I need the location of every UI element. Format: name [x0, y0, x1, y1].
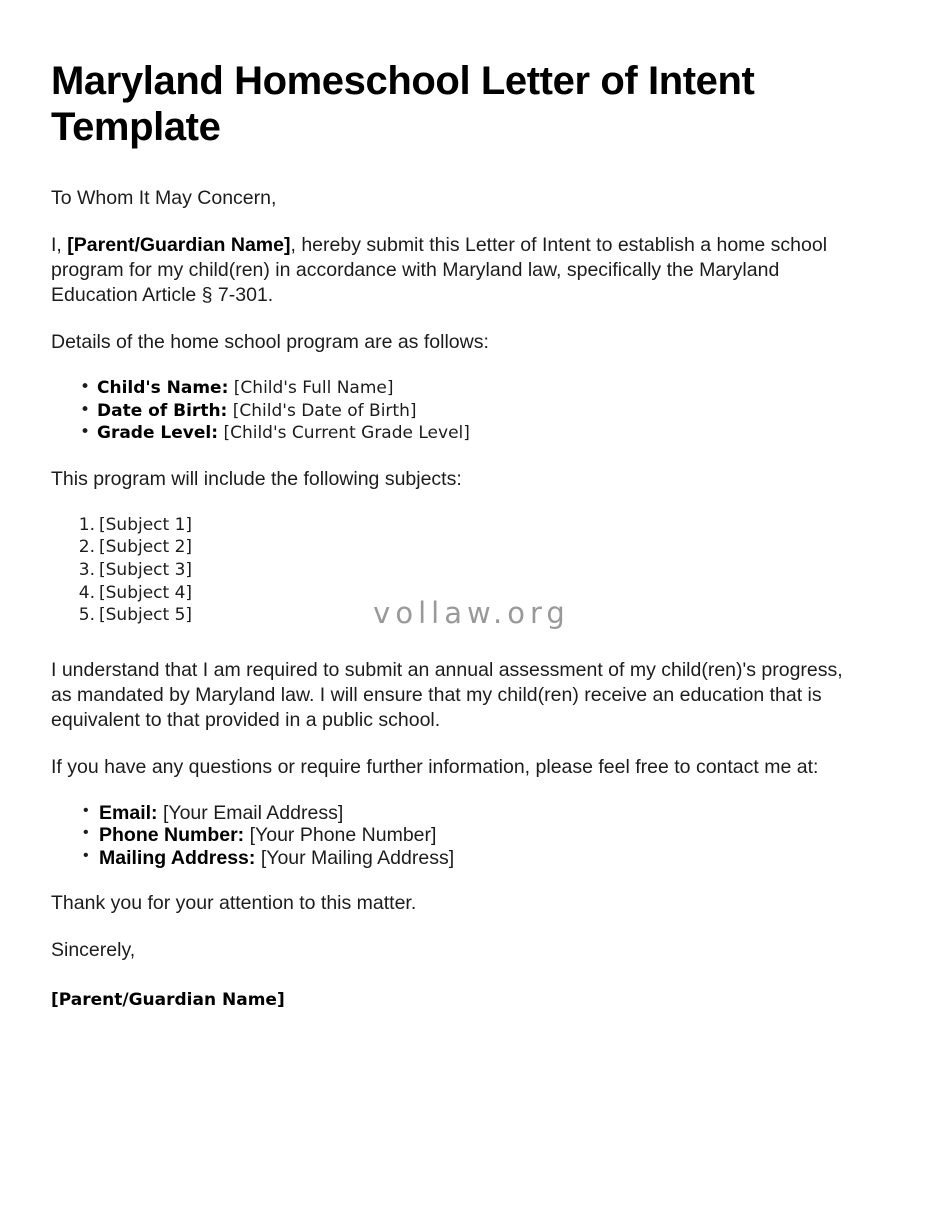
salutation: To Whom It May Concern,: [51, 187, 277, 209]
child-name-label: Child's Name:: [97, 378, 229, 398]
thanks-paragraph: Thank you for your attention to this matter.: [51, 892, 417, 915]
grade-level-label: Grade Level:: [97, 423, 219, 444]
phone-number-label: Phone Number:: [99, 824, 245, 847]
list-item: [Subject 3]: [99, 559, 193, 580]
list-item: [99, 847, 896, 870]
list-item: [97, 422, 896, 445]
intro-rest: , hereby submit this Letter of Intent to establish a home school program for my child(ren) in accordance with Maryland law, specifically the Maryland Education Article § 7-301.: [51, 234, 828, 306]
list-item: [Subject 1]: [99, 514, 193, 535]
intro-paragraph: [51, 233, 851, 308]
details-intro: Details of the home school program are as follows:: [51, 331, 489, 353]
mailing-address-value: [Your Mailing Address]: [260, 846, 455, 869]
list-item: [97, 400, 896, 423]
child-name-value: [Child's Full Name]: [233, 378, 394, 398]
date-of-birth-label: Date of Birth:: [97, 400, 228, 421]
signature-name: [Parent/Guardian Name]: [51, 990, 285, 1011]
site-watermark: vollaw.org: [373, 596, 570, 630]
list-item: [97, 377, 896, 400]
subjects-list: [51, 514, 896, 627]
intro-lead: I,: [51, 234, 68, 256]
email-label: Email:: [99, 801, 158, 824]
list-item: [Subject 2]: [99, 537, 193, 558]
assessment-paragraph: I understand that I am required to submit an annual assessment of my child(ren)'s progress, as mandated by Maryland law. I will ensure that my child(ren) receive an education that is equivalent to that provided in a public school.: [51, 658, 843, 731]
parent-guardian-name-placeholder: [Parent/Guardian Name]: [67, 234, 291, 256]
email-value: [Your Email Address]: [162, 801, 344, 824]
contact-intro: If you have any questions or require further information, please feel free to contact me at:: [51, 755, 819, 778]
contact-details-list: [51, 802, 896, 870]
document-content: [51, 58, 896, 1011]
list-item: [Subject 5]: [99, 605, 193, 626]
phone-number-value: [Your Phone Number]: [249, 824, 437, 847]
child-details-list: [51, 377, 896, 445]
list-item: [Subject 4]: [99, 582, 193, 603]
grade-level-value: [Child's Current Grade Level]: [223, 423, 470, 444]
date-of-birth-value: [Child's Date of Birth]: [232, 400, 417, 421]
subjects-intro: This program will include the following subjects:: [51, 467, 462, 490]
closing-line: Sincerely,: [51, 939, 136, 962]
mailing-address-label: Mailing Address:: [99, 846, 256, 869]
list-item: [99, 802, 896, 825]
list-item: [99, 824, 896, 847]
page-title: Maryland Homeschool Letter of Intent Template: [51, 59, 755, 149]
